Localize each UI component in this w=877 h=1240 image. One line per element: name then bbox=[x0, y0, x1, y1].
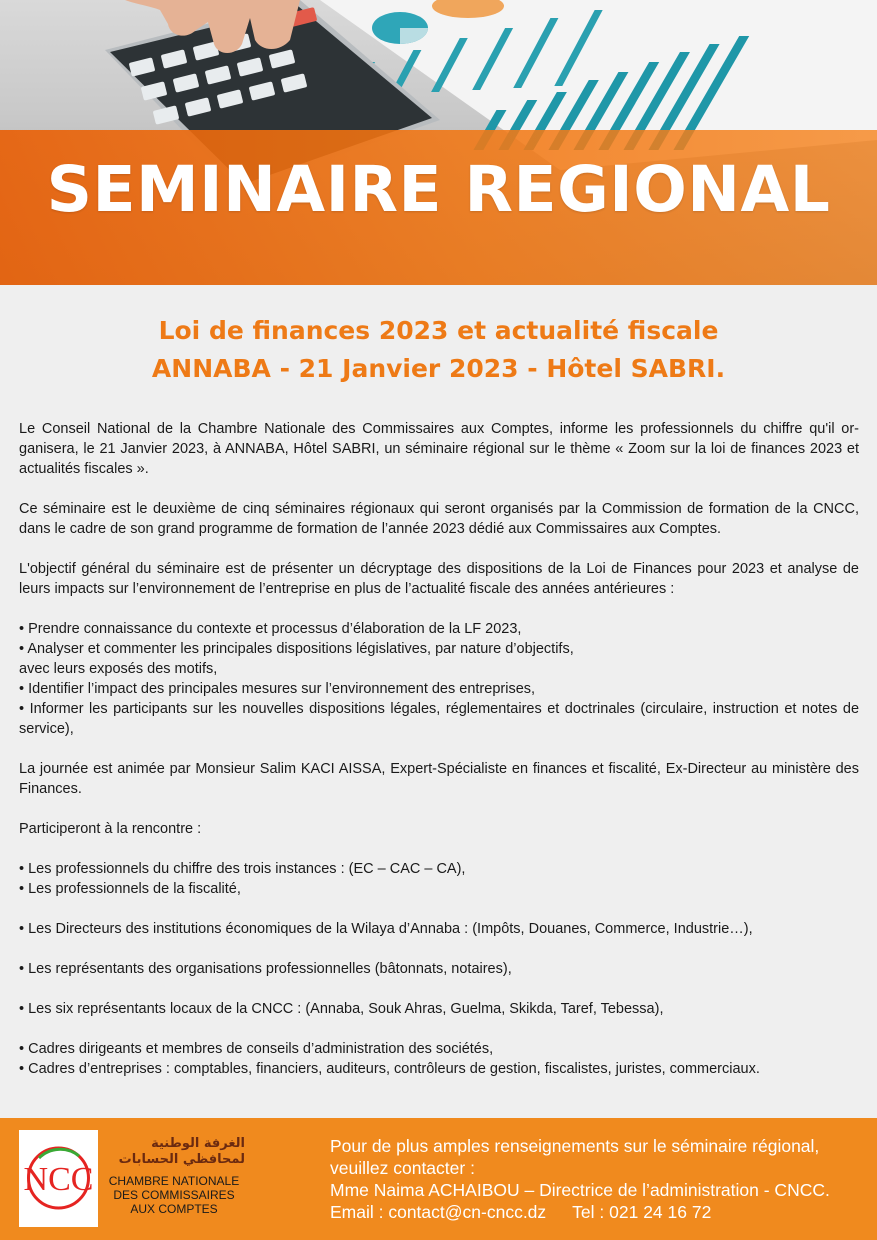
objective-item-continuation: avec leurs exposés des motifs, bbox=[19, 661, 218, 677]
contact-phone[interactable]: Tel : 021 24 16 72 bbox=[572, 1202, 712, 1222]
second-paragraph: Ce séminaire est le deuxième de cinq séminaires régionaux qui seront organisés par la Commission de formation de la CNCC, dans le cadre de son grand programme de formation de l’année 2023 dédié aux Commissaires aux Comptes. bbox=[19, 501, 859, 537]
contact-channels bbox=[330, 1201, 870, 1223]
org-name-arabic bbox=[100, 1136, 245, 1168]
objective-item: • Prendre connaissance du contexte et processus d’élaboration de la LF 2023, bbox=[19, 619, 859, 639]
page-title: SEMINAIRE REGIONAL bbox=[46, 153, 831, 226]
event-topic: Loi de finances 2023 et actualité fiscale bbox=[158, 316, 719, 345]
participant-item: • Cadres dirigeants et membres de conseils d’administration des sociétés, bbox=[19, 1039, 859, 1059]
contact-line: veuillez contacter : bbox=[330, 1158, 475, 1178]
participant-item: • Les Directeurs des institutions économiques de la Wilaya d’Annaba : (Impôts, Douanes, Commerce, Industrie…), bbox=[19, 919, 859, 939]
event-location-date: ANNABA - 21 Janvier 2023 - Hôtel SABRI. bbox=[151, 354, 726, 383]
objective-paragraph: L'objectif général du séminaire est de présenter un décryptage des dispositions de la Loi de Finances pour 2023 et analyse de leurs impacts sur l’environnement de l’entreprise en plus de l’actualité fiscale des années antérieures : bbox=[19, 561, 859, 597]
contact-person: Mme Naima ACHAIBOU – Directrice de l’administration - CNCC. bbox=[330, 1180, 830, 1200]
org-name-arabic-line: لمحافظي الحسابات bbox=[118, 1152, 245, 1167]
contact-info bbox=[330, 1135, 870, 1223]
objective-item: • Analyser et commenter les principales dispositions législatives, par nature d’objectifs, bbox=[19, 639, 859, 659]
contact-line: Pour de plus amples renseignements sur le séminaire régional, bbox=[330, 1136, 820, 1156]
participants-heading: Participeront à la rencontre : bbox=[19, 821, 202, 837]
hero-banner bbox=[0, 0, 877, 285]
participant-item: • Les professionnels du chiffre des trois instances : (EC – CAC – CA), bbox=[19, 859, 859, 879]
event-headline bbox=[0, 312, 877, 388]
org-name-line: DES COMMISSAIRES bbox=[113, 1188, 235, 1202]
objective-item: • Identifier l’impact des principales mesures sur l’environnement des entreprises, bbox=[19, 679, 859, 699]
objective-item: • Informer les participants sur les nouvelles dispositions légales, réglementaires et doctrinales (circulaire, instruction et notes de service), bbox=[19, 699, 859, 739]
participant-item: • Les six représentants locaux de la CNCC : (Annaba, Souk Ahras, Guelma, Skikda, Taref, Tebessa), bbox=[19, 999, 859, 1019]
contact-email[interactable]: Email : contact@cn-cncc.dz bbox=[330, 1202, 547, 1222]
org-name-line: AUX COMPTES bbox=[130, 1202, 218, 1216]
announcement-body bbox=[19, 419, 859, 1079]
intro-paragraph: Le Conseil National de la Chambre Nationale des Commissaires aux Comptes, informe les professionnels du chiffre qu'il or-ganisera, le 21 Janvier 2023, à ANNABA, Hôtel SABRI, un séminaire régional sur le thème « Zoom sur la loi de finances 2023 et actualités fiscales ». bbox=[19, 421, 859, 477]
org-name-arabic-line: الغرفة الوطنية bbox=[151, 1136, 245, 1151]
participant-item: • Les représentants des organisations professionnelles (bâtonnats, notaires), bbox=[19, 959, 859, 979]
cncc-logo bbox=[19, 1130, 98, 1227]
cncc-logo-icon bbox=[19, 1130, 98, 1227]
participant-item: • Les professionnels de la fiscalité, bbox=[19, 879, 859, 899]
contact-footer bbox=[0, 1118, 877, 1240]
logo-letters: NCC bbox=[23, 1161, 94, 1198]
speaker-paragraph: La journée est animée par Monsieur Salim KACI AISSA, Expert-Spécialiste en finances et fiscalité, Ex-Directeur au ministère des Finances. bbox=[19, 761, 859, 797]
org-name-french bbox=[104, 1174, 244, 1216]
participant-item: • Cadres d’entreprises : comptables, financiers, auditeurs, contrôleurs de gestion, fiscalistes, juristes, commerciaux. bbox=[19, 1059, 859, 1079]
org-name-line: CHAMBRE NATIONALE bbox=[108, 1174, 240, 1188]
